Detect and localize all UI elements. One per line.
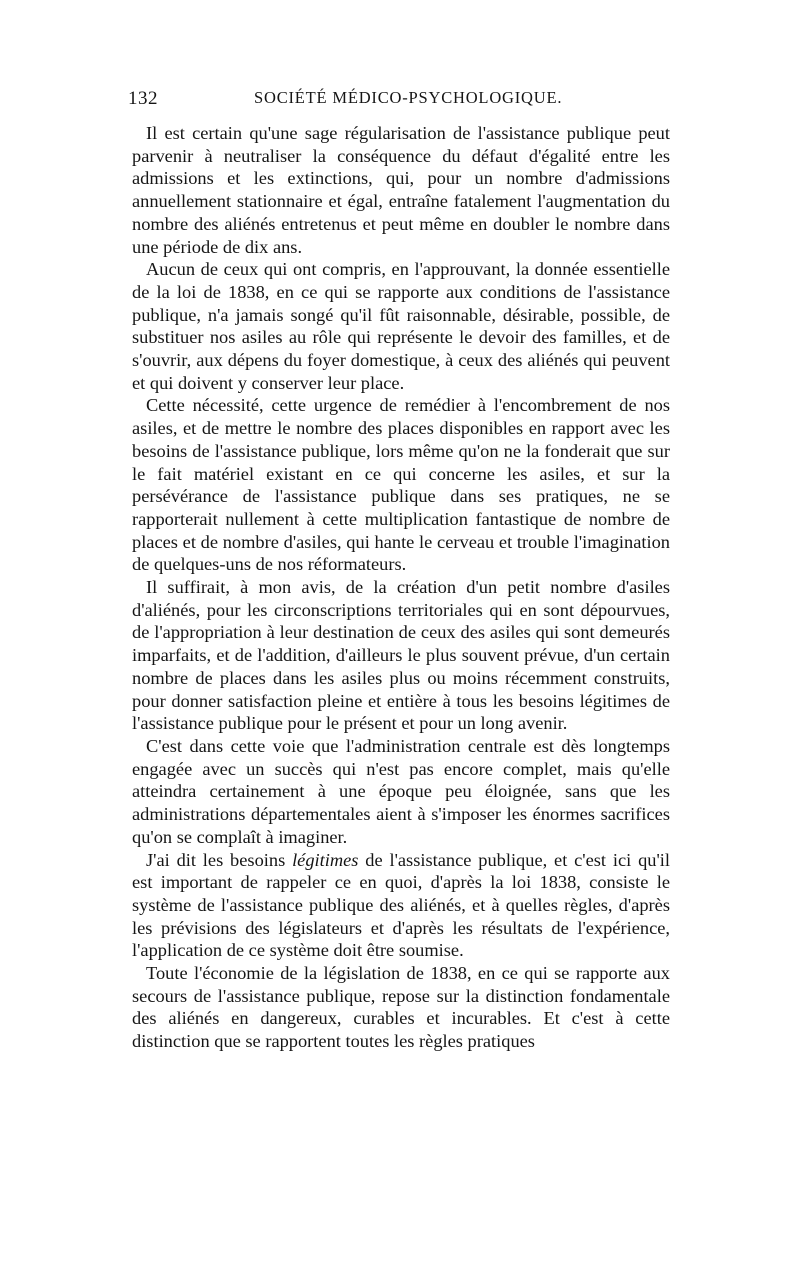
paragraph: Il suffirait, à mon avis, de la création d'un petit nombre d'asiles d'aliénés, pour les circonscriptions territoriales qui en sont dépourvues, de l'appropriation à leur destination de ceux des asiles qui sont demeurés imparfaits, et de l'addition, d'ailleurs le plus souvent prévue, d'un certain nombre de places dans les asiles plus ou moins récemment construits, pour donner satisfaction pleine et entière à tous les besoins légitimes de l'assistance publique pour le présent et pour un long avenir.	[132, 577, 670, 734]
paragraph: Toute l'économie de la législation de 1838, en ce qui se rapporte aux secours de l'assistance publique, repose sur la distinction fondamentale des aliénés en dangereux, curables et incurables. Et c'est à cette distinction que se rapportent toutes les règles pratiques	[132, 963, 670, 1052]
page-number: 132	[128, 88, 158, 109]
running-head	[128, 88, 670, 118]
paragraph: C'est dans cette voie que l'administration centrale est dès longtemps engagée avec un succès qui n'est pas encore complet, mais qu'elle atteindra certainement à une époque peu éloignée, sans que les administrations départementales aient à s'imposer les énormes sacrifices qu'on se complaît à imaginer.	[132, 735, 670, 847]
paragraph-text-after: de l'assistance publique, et c'est ici qu'il est important de rappeler ce en quoi, d'après la loi 1838, consiste le système de l'assistance publique des aliénés, et à quelles règles, d'après les prévisions des législateurs et d'après les résultats de l'expérience, l'application de ce système doit être soumise.	[132, 849, 670, 961]
paragraph: Il est certain qu'une sage régularisation de l'assistance publique peut parvenir à neutraliser la conséquence du défaut d'égalité entre les admissions et les extinctions, qui, pour un nombre d'admissions annuellement stationnaire et égal, entraîne fatalement l'augmentation du nombre des aliénés entretenus et peut même en doubler le nombre dans une période de dix ans.	[132, 123, 670, 257]
emphasized-word: légitimes	[292, 849, 359, 870]
paragraph-text-before: J'ai dit les besoins	[146, 849, 293, 870]
body-text	[132, 122, 670, 1053]
book-page	[128, 88, 670, 1053]
running-title: SOCIÉTÉ MÉDICO-PSYCHOLOGIQUE.	[254, 88, 563, 107]
paragraph-with-emphasis	[132, 849, 670, 963]
paragraph: Aucun de ceux qui ont compris, en l'approuvant, la donnée essentielle de la loi de 1838, en ce qui se rapporte aux conditions de l'assistance publique, n'a jamais songé qu'il fût raisonnable, désirable, possible, de substituer nos asiles au rôle qui représente le devoir des familles, et de s'ouvrir, aux dépens du foyer domestique, à ceux des aliénés qui peuvent et qui doivent y conserver leur place.	[132, 259, 670, 393]
paragraph: Cette nécessité, cette urgence de remédier à l'encombrement de nos asiles, et de mettre le nombre des places disponibles en rapport avec les besoins de l'assistance publique, lors même qu'on ne la fonderait que sur le fait matériel existant en ce qui concerne les asiles, et sur la persévérance de l'assistance publique dans ses pratiques, ne se rapporterait nullement à cette multiplication fantastique de nombre de places et de nombre d'asiles, qui hante le cerveau et trouble l'imagination de quelques-uns de nos réformateurs.	[132, 395, 670, 575]
